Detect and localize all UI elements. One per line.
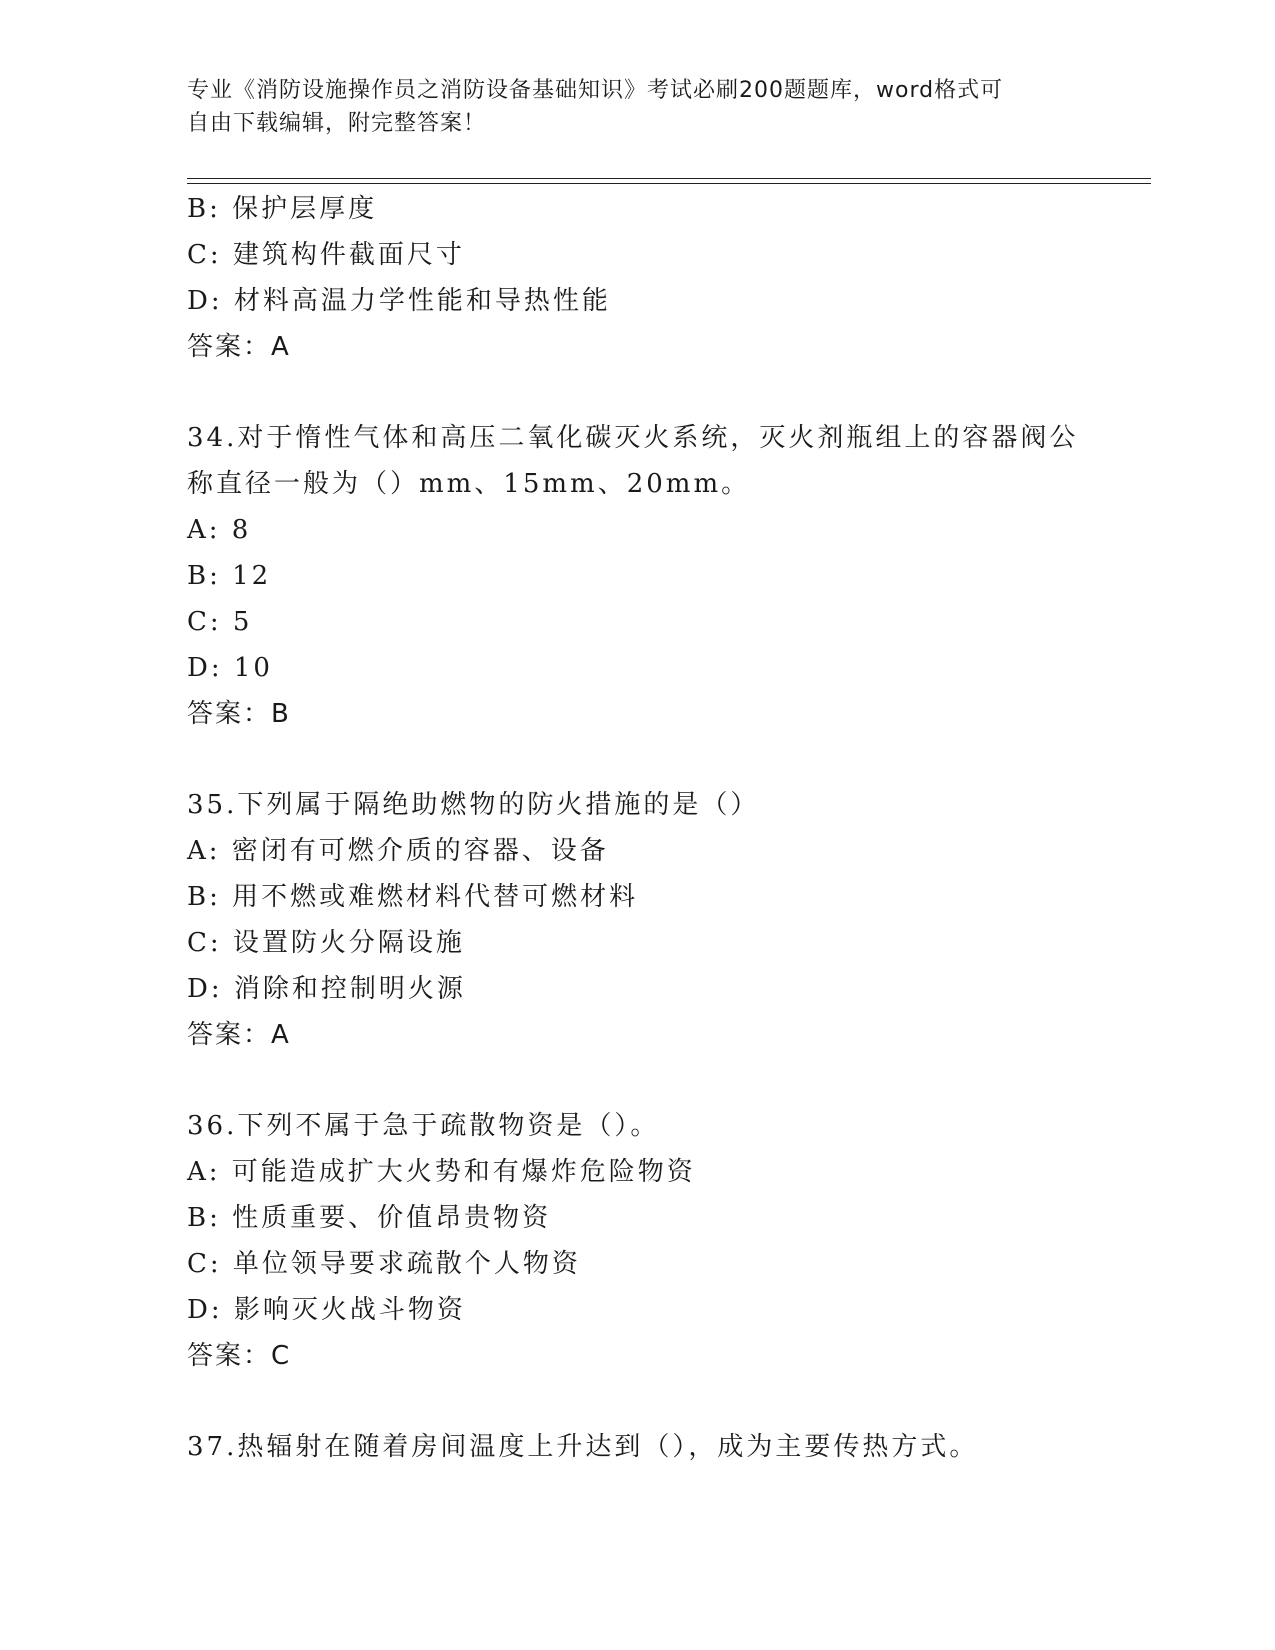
- question-stem-line-1: 34.对于惰性气体和高压二氧化碳灭火系统，灭火剂瓶组上的容器阀公: [187, 423, 1079, 453]
- header-title-line-2: 自由下载编辑，附完整答案！: [187, 111, 487, 136]
- answer-line: 答案：A: [187, 1020, 291, 1050]
- question-stem-line-2: 称直径一般为（）mm、15mm、20mm。: [187, 469, 751, 499]
- option-a: A: 8: [187, 515, 252, 545]
- header-divider-top: [187, 178, 1151, 179]
- question-35: [187, 782, 1151, 1058]
- question-stem-line-1: 35.下列属于隔绝助燃物的防火措施的是（）: [187, 790, 760, 820]
- option-a: A: 密闭有可燃介质的容器、设备: [187, 836, 609, 866]
- header-title-line-1: 专业《消防设施操作员之消防设备基础知识》考试必刷200题题库，word格式可: [187, 78, 1004, 103]
- answer-line: 答案：C: [187, 1341, 292, 1371]
- option-c: C: 建筑构件截面尺寸: [187, 240, 465, 270]
- option-a: A: 可能造成扩大火势和有爆炸危险物资: [187, 1157, 696, 1187]
- question-34: [187, 415, 1151, 737]
- option-c: C: 单位领导要求疏散个人物资: [187, 1249, 581, 1279]
- question-37: [187, 1424, 1151, 1470]
- question-36: [187, 1103, 1151, 1379]
- option-d: D: 消除和控制明火源: [187, 974, 466, 1004]
- answer-line: 答案：B: [187, 699, 291, 729]
- header-divider-bottom: [187, 183, 1151, 184]
- option-c: C: 5: [187, 607, 253, 637]
- option-c: C: 设置防火分隔设施: [187, 928, 465, 958]
- document-header: [187, 74, 1087, 140]
- answer-line: 答案：A: [187, 332, 291, 362]
- previous-question-continuation: [187, 186, 1151, 370]
- option-b: B: 用不燃或难燃材料代替可燃材料: [187, 882, 639, 912]
- option-d: D: 材料高温力学性能和导热性能: [187, 286, 611, 316]
- option-d: D: 10: [187, 653, 273, 683]
- option-d: D: 影响灭火战斗物资: [187, 1295, 466, 1325]
- question-stem-line-1: 36.下列不属于急于疏散物资是（）。: [187, 1111, 660, 1141]
- question-content: [187, 186, 1151, 1470]
- option-b: B: 性质重要、价值昂贵物资: [187, 1203, 552, 1233]
- option-b: B: 12: [187, 561, 272, 591]
- option-b: B: 保护层厚度: [187, 194, 378, 224]
- question-stem-line-1: 37.热辐射在随着房间温度上升达到（），成为主要传热方式。: [187, 1432, 979, 1462]
